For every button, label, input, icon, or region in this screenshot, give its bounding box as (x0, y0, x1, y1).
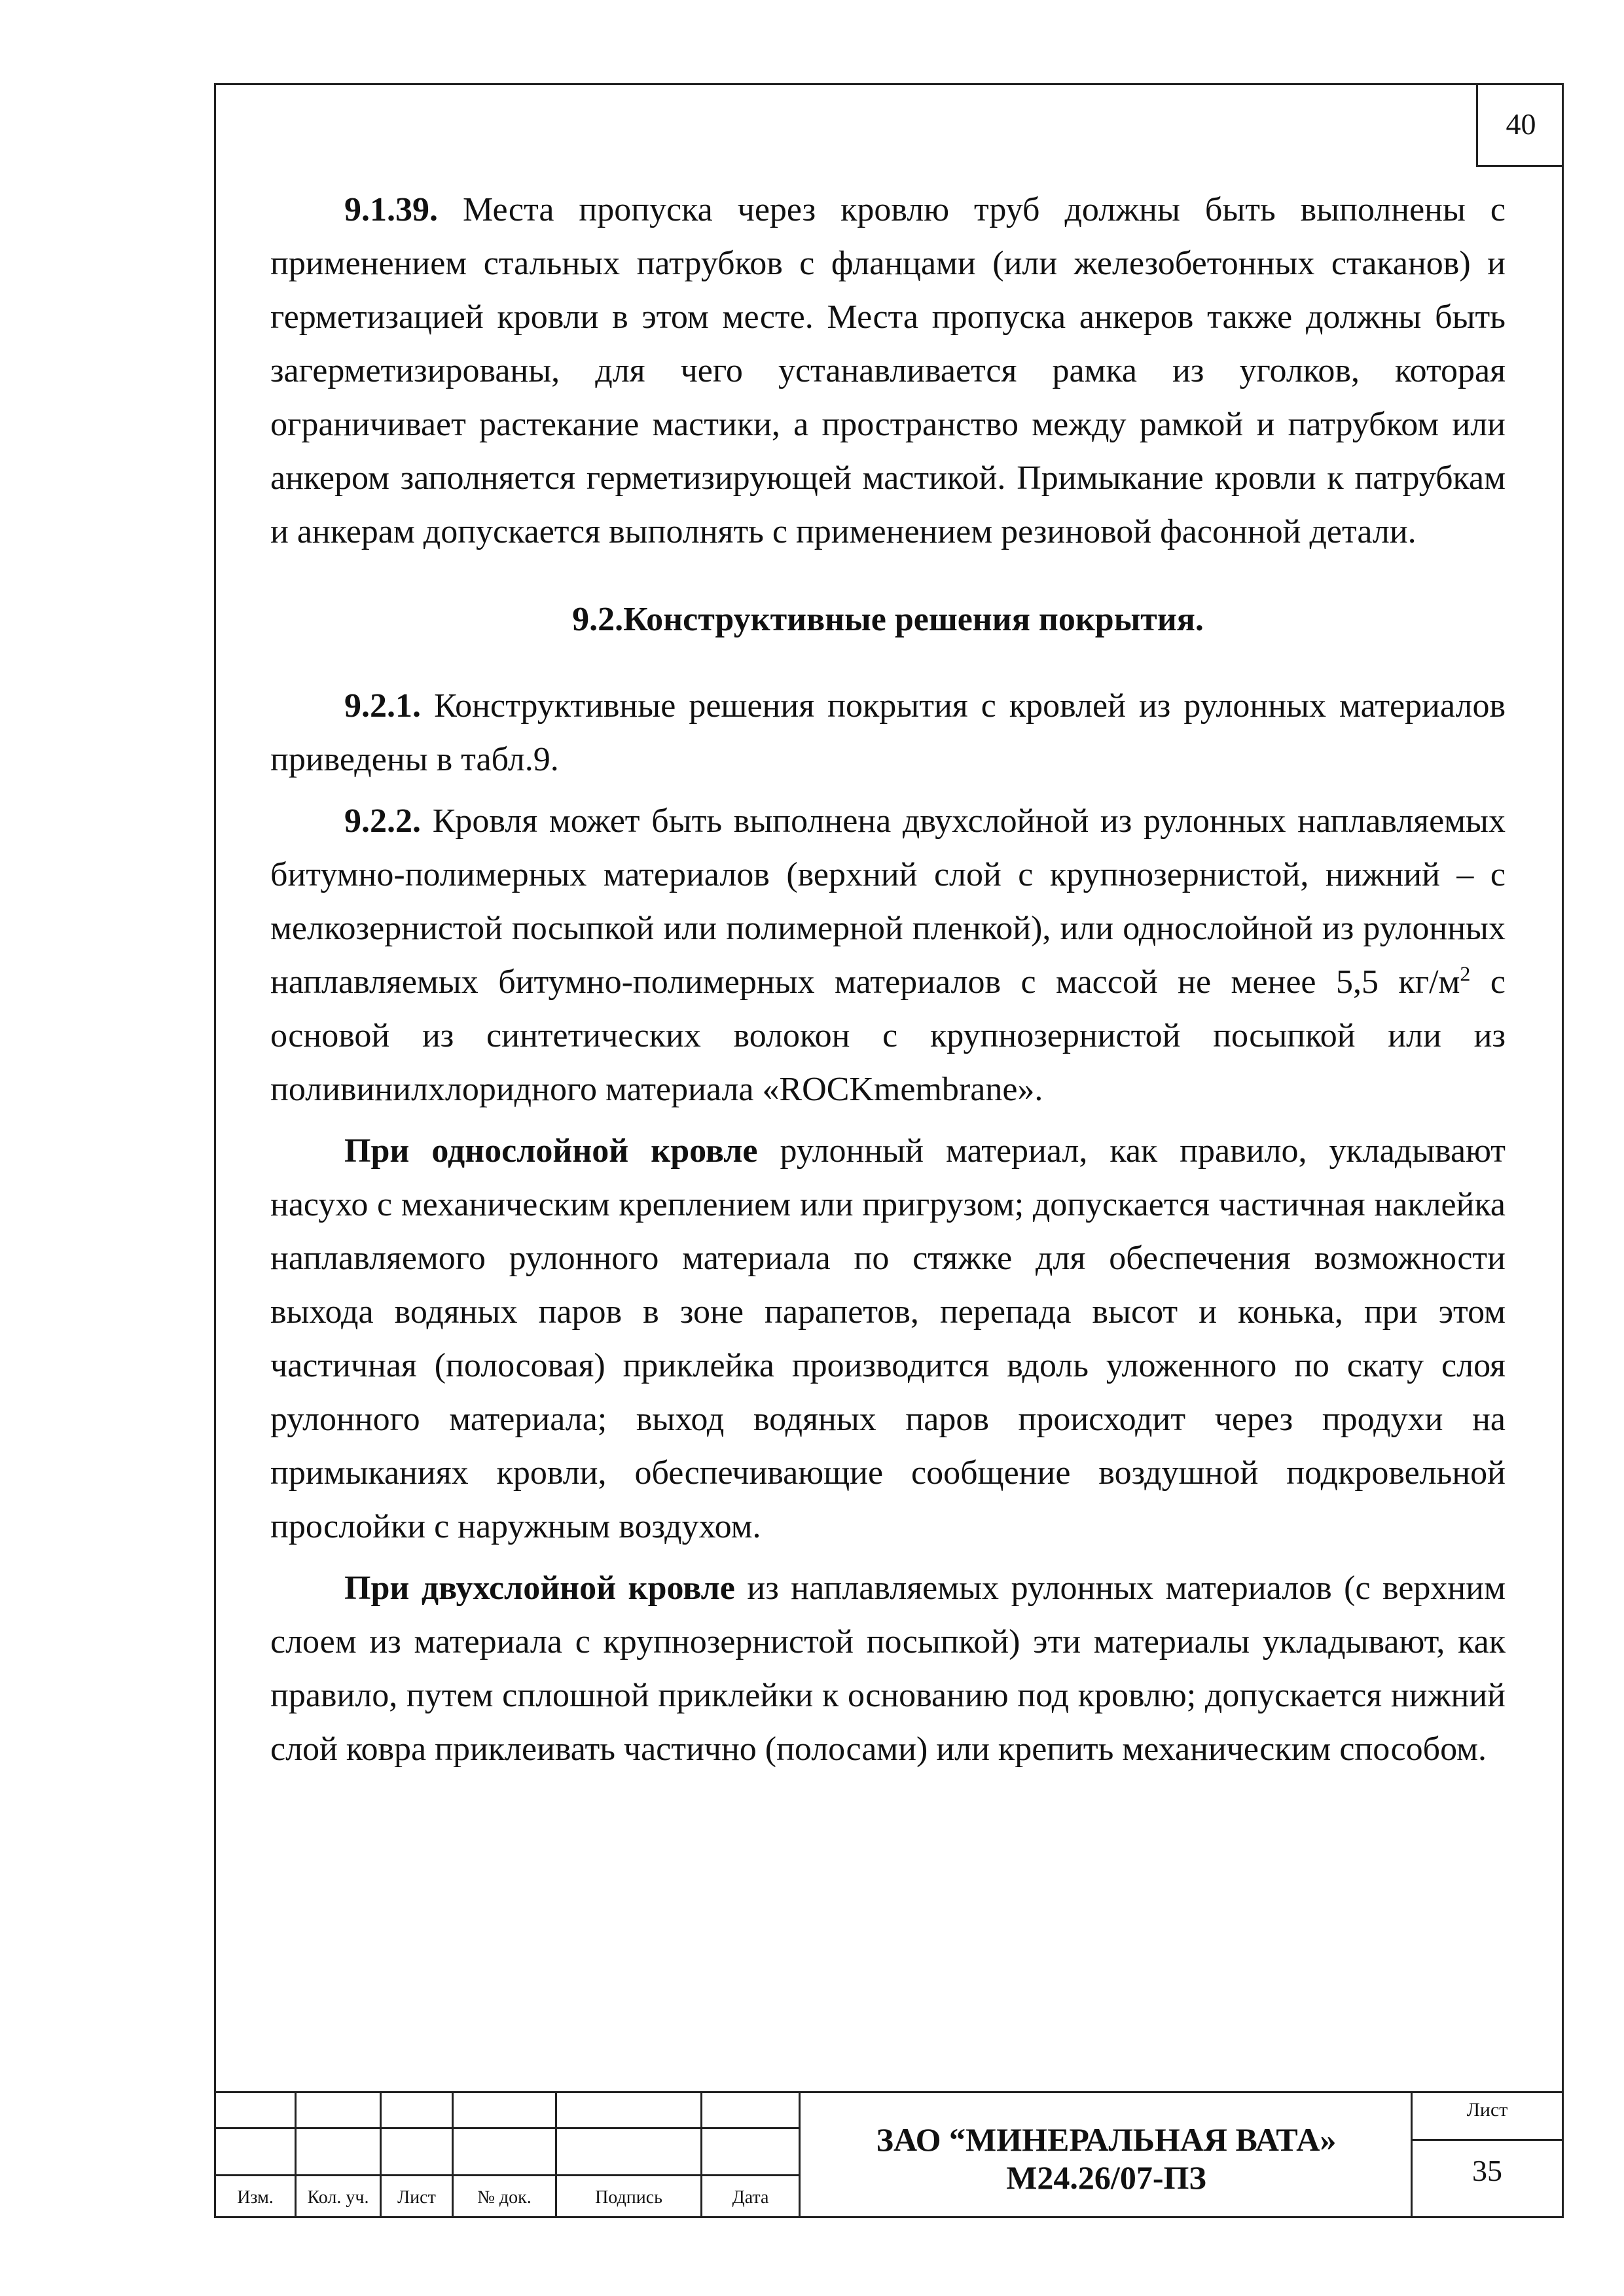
stamp-label-date: Дата (732, 2187, 769, 2208)
paragraph-text: рулонный материал, как правило, укладывают насухо с механическим креплением или пригрузом; допускается частичная наклейка наплавляемого рулонного материала по стяжке для обеспечения возможности выхода водяных паров в зоне парапетов, перепада высот и конька, при этом частичная (полосовая) приклейка производится вдоль уложенного по скату слоя рулонного материала; выход водяных паров происходит через продухи на примыканиях кровли, обеспечивающие сообщение воздушной подкровельной прослойки с наружным воздухом. (270, 1132, 1506, 1545)
stamp-row-line (214, 2174, 801, 2176)
paragraph-9-1-39 (270, 183, 1506, 559)
stamp-col-line (799, 2091, 801, 2218)
paragraph-text: с основой из синтетических волокон с крупнозернистой посыпкой или из поливинилхлоридного материала «ROCKmembrane». (270, 963, 1506, 1108)
document-body (270, 183, 1506, 1776)
stamp-label-izm: Изм. (237, 2187, 274, 2208)
stamp-label-kol: Кол. уч. (307, 2187, 369, 2208)
stamp-label-list: Лист (397, 2187, 436, 2208)
stamp-label-sign: Подпись (595, 2187, 662, 2208)
superscript: 2 (1460, 961, 1471, 986)
paragraph-text: Кровля может быть выполнена двухслойной из рулонных наплавляемых битумно-полимерных материалов (верхний слой с крупнозернистой, нижний – с мелкозернистой посыпкой или полимерной пленкой), или однослойной из рулонных наплавляемых битумно-полимерных материалов с массой не менее 5,5 кг/м (270, 802, 1506, 1001)
paragraph-text: из наплавляемых рулонных материалов (с верхним слоем из материала с крупнозернистой посыпкой) эти материалы укладывают, как правило, путем сплошной приклейки к основанию под кровлю; допускается нижний слой ковра приклеивать частично (полосами) или крепить механическим способом. (270, 1570, 1506, 1768)
sheet-number: 35 (1472, 2154, 1502, 2187)
paragraph-double-layer (270, 1562, 1506, 1776)
bold-lead: При двухслойной кровле (344, 1570, 735, 1607)
organization-name (805, 2121, 1407, 2197)
stamp-top-line (214, 2091, 1564, 2093)
section-heading: 9.2.Конструктивные решения покрытия. (572, 601, 1204, 638)
document-code: М24.26/07-ПЗ (1006, 2159, 1206, 2196)
stamp-label-doc: № док. (477, 2187, 532, 2208)
stamp-sheet-line (1411, 2139, 1564, 2141)
paragraph-9-2-2 (270, 795, 1506, 1117)
sheet-label: Лист (1466, 2099, 1508, 2121)
clause-number: 9.1.39. (344, 191, 438, 228)
page-number: 40 (1476, 83, 1564, 167)
stamp-row-line (214, 2127, 801, 2129)
paragraph-text: Места пропуска через кровлю труб должны быть выполнены с применением стальных патрубков с фланцами (или железобетонных стаканов) и герметизацией кровли в этом месте. Места пропуска анкеров также должны быть загерметизированы, для чего устанавливается рамка из уголков, которая ограничивает растекание мастики, а пространство между рамкой и патрубком или анкером заполняется герметизирующей мастикой. Примыкание кровли к патрубкам и анкерам допускается выполнять с применением резиновой фасонной детали. (270, 191, 1506, 550)
paragraph-single-layer (270, 1124, 1506, 1554)
paragraph-text: Конструктивные решения покрытия с кровлей из рулонных материалов приведены в табл.9. (270, 687, 1506, 778)
bold-lead: При однослойной кровле (344, 1132, 758, 1170)
clause-number: 9.2.2. (344, 802, 421, 840)
clause-number: 9.2.1. (344, 687, 421, 725)
paragraph-9-2-1 (270, 679, 1506, 787)
org-line: ЗАО “МИНЕРАЛЬНАЯ ВАТА» (876, 2121, 1337, 2158)
